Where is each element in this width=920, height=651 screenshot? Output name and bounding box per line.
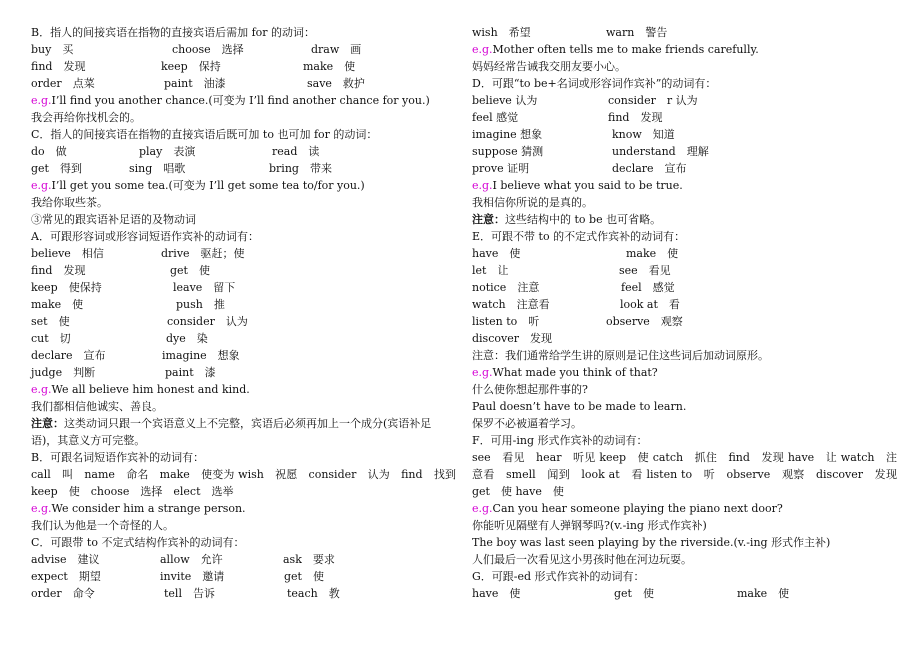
example-sentence: e.g.I’ll find you another chance.(可变为 I’ll find another chance for you.) bbox=[31, 94, 430, 107]
verb-row bbox=[31, 568, 456, 585]
verb-item: believe 认为 bbox=[472, 94, 538, 107]
verb-item: get 使 bbox=[284, 570, 324, 583]
verb-item: warn 警告 bbox=[606, 26, 668, 39]
verb-item: sing 唱歌 bbox=[129, 162, 186, 175]
section-b-heading: B．指人的间接宾语在指物的直接宾语后需加 for 的动词： bbox=[31, 26, 316, 39]
section-g-heading: G．可跟-ed 形式作宾补的动词有： bbox=[472, 570, 645, 583]
verb-item: cut 切 bbox=[31, 332, 71, 345]
verb-row bbox=[31, 75, 456, 92]
verb-item: prove 证明 bbox=[472, 162, 530, 175]
verb-item: set 使 bbox=[31, 315, 70, 328]
verb-row bbox=[31, 296, 456, 313]
example-sentence: The boy was last seen playing by the riverside.(v.-ing 形式作主补) bbox=[472, 536, 831, 549]
verb-item: feel 感觉 bbox=[621, 281, 675, 294]
verb-item: imagine 想象 bbox=[472, 128, 543, 141]
verb-item: paint 油漆 bbox=[164, 77, 226, 90]
verb-row bbox=[472, 143, 897, 160]
verb-item: bring 带来 bbox=[269, 162, 332, 175]
verb-item: draw 画 bbox=[311, 43, 362, 56]
verb-row bbox=[472, 109, 897, 126]
verb-row bbox=[472, 92, 897, 109]
section-c2-heading: C．可跟带 to 不定式结构作宾补的动词有： bbox=[31, 536, 245, 549]
verb-row bbox=[31, 364, 456, 381]
verb-item: dye 染 bbox=[166, 332, 208, 345]
verb-row bbox=[31, 160, 456, 177]
example-translation: 你能听见隔壁有人弹钢琴吗?(v.-ing 形式作宾补) bbox=[472, 519, 707, 532]
verb-item: keep 保持 bbox=[161, 60, 221, 73]
verb-item: have 使 bbox=[472, 247, 521, 260]
verb-item: discover 发现 bbox=[472, 332, 552, 345]
verb-item: find 发现 bbox=[608, 111, 663, 124]
verb-item: make 使 bbox=[31, 298, 84, 311]
left-column bbox=[31, 24, 456, 602]
verb-item: order 点菜 bbox=[31, 77, 95, 90]
verb-row bbox=[31, 279, 456, 296]
verb-row bbox=[31, 313, 456, 330]
verb-item: judge 判断 bbox=[31, 366, 96, 379]
eg-tag: e.g. bbox=[472, 179, 493, 192]
verb-item: see 看见 bbox=[619, 264, 671, 277]
verb-item: choose 选择 bbox=[172, 43, 244, 56]
example-sentence: e.g.I believe what you said to be true. bbox=[472, 179, 683, 192]
verb-list: see 看见 hear 听见 keep 使 catch 抓住 find 发现 have 让 watch 注意看 smell 闻到 look at 看 listen to 听 observe 观察 discover 发现 get 使 have 使 bbox=[472, 451, 908, 498]
verb-item: listen to 听 bbox=[472, 315, 540, 328]
verb-item: expect 期望 bbox=[31, 570, 101, 583]
verb-item: make 使 bbox=[626, 247, 679, 260]
verb-item: teach 教 bbox=[287, 587, 340, 600]
verb-row bbox=[472, 279, 897, 296]
verb-item: find 发现 bbox=[31, 264, 86, 277]
verb-row bbox=[472, 245, 897, 262]
section-d-heading: D．可跟“to be+名词或形容词作宾补”的动词有： bbox=[472, 77, 717, 90]
verb-item: imagine 想象 bbox=[162, 349, 240, 362]
example-translation: 妈妈经常告诫我交朋友要小心。 bbox=[472, 60, 626, 73]
example-translation: 我相信你所说的是真的。 bbox=[472, 196, 593, 209]
verb-item: do 做 bbox=[31, 145, 67, 158]
verb-item: wish 希望 bbox=[472, 26, 531, 39]
verb-row bbox=[472, 160, 897, 177]
example-translation: 我会再给你找机会的。 bbox=[31, 111, 141, 124]
verb-row bbox=[472, 24, 897, 41]
eg-tag: e.g. bbox=[472, 502, 493, 515]
part-3-heading: ③常见的跟宾语补足语的及物动词 bbox=[31, 213, 196, 226]
verb-item: watch 注意看 bbox=[472, 298, 550, 311]
verb-row bbox=[472, 313, 897, 330]
verb-item: declare 宣布 bbox=[31, 349, 106, 362]
verb-item: get 使 bbox=[170, 264, 210, 277]
verb-item: get 得到 bbox=[31, 162, 82, 175]
eg-tag: e.g. bbox=[31, 94, 52, 107]
verb-item: observe 观察 bbox=[606, 315, 683, 328]
verb-item: notice 注意 bbox=[472, 281, 540, 294]
verb-item: push 推 bbox=[176, 298, 225, 311]
example-sentence: e.g.We all believe him honest and kind. bbox=[31, 383, 250, 396]
right-column bbox=[472, 24, 908, 602]
example-translation: 我们都相信他诚实、善良。 bbox=[31, 400, 163, 413]
verb-item: ask 要求 bbox=[283, 553, 335, 566]
section-e-heading: E．可跟不带 to 的不定式作宾补的动词有： bbox=[472, 230, 686, 243]
verb-row bbox=[31, 245, 456, 262]
note-label: 注意： bbox=[31, 417, 64, 430]
verb-item: save 救护 bbox=[307, 77, 365, 90]
verb-item: know 知道 bbox=[612, 128, 675, 141]
verb-item: paint 漆 bbox=[165, 366, 216, 379]
verb-item: order 命令 bbox=[31, 587, 95, 600]
verb-item: declare 宣布 bbox=[612, 162, 687, 175]
verb-row bbox=[472, 585, 897, 602]
note-label: 注意： bbox=[472, 213, 505, 226]
verb-item: read 读 bbox=[272, 145, 320, 158]
verb-row bbox=[472, 330, 897, 347]
verb-item: let 让 bbox=[472, 264, 509, 277]
example-translation: 保罗不必被逼着学习。 bbox=[472, 417, 582, 430]
verb-item: believe 相信 bbox=[31, 247, 104, 260]
example-translation: 我们认为他是一个奇怪的人。 bbox=[31, 519, 174, 532]
verb-list: call 叫 name 命名 make 使变为 wish 祝愿 consider 认为 find 找到 keep 使 choose 选择 elect 选举 bbox=[31, 468, 456, 498]
verb-row bbox=[31, 585, 456, 602]
note: 注意：这些结构中的 to be 也可省略。 bbox=[472, 213, 662, 226]
verb-item: advise 建议 bbox=[31, 553, 100, 566]
eg-tag: e.g. bbox=[472, 366, 493, 379]
verb-item: get 使 bbox=[614, 587, 654, 600]
example-translation: 我给你取些茶。 bbox=[31, 196, 108, 209]
verb-item: look at 看 bbox=[620, 298, 680, 311]
example-sentence: e.g.What made you think of that? bbox=[472, 366, 658, 379]
verb-item: find 发现 bbox=[31, 60, 86, 73]
verb-row bbox=[31, 347, 456, 364]
verb-item: play 表演 bbox=[139, 145, 196, 158]
verb-row bbox=[31, 551, 456, 568]
section-c-heading: C．指人的间接宾语在指物的直接宾语后既可加 to 也可加 for 的动词： bbox=[31, 128, 378, 141]
example-sentence: e.g.I’ll get you some tea.(可变为 I’ll get some tea to/for you.) bbox=[31, 179, 365, 192]
example-sentence: Paul doesn’t have to be made to learn. bbox=[472, 400, 687, 413]
eg-tag: e.g. bbox=[472, 43, 493, 56]
example-sentence: e.g.Mother often tells me to make friends carefully. bbox=[472, 43, 759, 56]
example-translation: 人们最后一次看见这小男孩时他在河边玩耍。 bbox=[472, 553, 692, 566]
verb-item: leave 留下 bbox=[173, 281, 236, 294]
verb-row bbox=[31, 330, 456, 347]
verb-item: feel 感觉 bbox=[472, 111, 519, 124]
verb-row bbox=[31, 58, 456, 75]
verb-row bbox=[31, 143, 456, 160]
verb-row bbox=[472, 262, 897, 279]
note: 注意：这类动词只跟一个宾语意义上不完整，宾语后必须再加上一个成分(宾语补足语)，其意义方可完整。 bbox=[31, 417, 432, 447]
verb-item: have 使 bbox=[472, 587, 521, 600]
section-a-heading: A．可跟形容词或形容词短语作宾补的动词有： bbox=[31, 230, 259, 243]
verb-item: make 使 bbox=[303, 60, 356, 73]
verb-item: allow 允许 bbox=[160, 553, 223, 566]
eg-tag: e.g. bbox=[31, 502, 52, 515]
verb-item: drive 驱赶；使 bbox=[161, 247, 245, 260]
verb-row bbox=[31, 262, 456, 279]
verb-row bbox=[472, 296, 897, 313]
verb-item: buy 买 bbox=[31, 43, 74, 56]
verb-item: understand 理解 bbox=[612, 145, 709, 158]
eg-tag: e.g. bbox=[31, 179, 52, 192]
note: 注意：我们通常给学生讲的原则是记住这些词后加动词原形。 bbox=[472, 349, 769, 362]
section-f-heading: F．可用-ing 形式作宾补的动词有： bbox=[472, 434, 648, 447]
verb-item: keep 使保持 bbox=[31, 281, 102, 294]
verb-item: invite 邀请 bbox=[160, 570, 225, 583]
verb-row bbox=[31, 41, 456, 58]
verb-item: tell 告诉 bbox=[164, 587, 215, 600]
example-sentence: e.g.We consider him a strange person. bbox=[31, 502, 246, 515]
example-sentence: e.g.Can you hear someone playing the piano next door? bbox=[472, 502, 783, 515]
verb-row bbox=[472, 126, 897, 143]
verb-item: suppose 猜测 bbox=[472, 145, 544, 158]
verb-item: consider 认为 bbox=[167, 315, 248, 328]
section-b2-heading: B．可跟名词短语作宾补的动词有： bbox=[31, 451, 205, 464]
verb-item: consider r 认为 bbox=[608, 94, 698, 107]
eg-tag: e.g. bbox=[31, 383, 52, 396]
example-translation: 什么使你想起那件事的? bbox=[472, 383, 588, 396]
verb-item: make 使 bbox=[737, 587, 790, 600]
